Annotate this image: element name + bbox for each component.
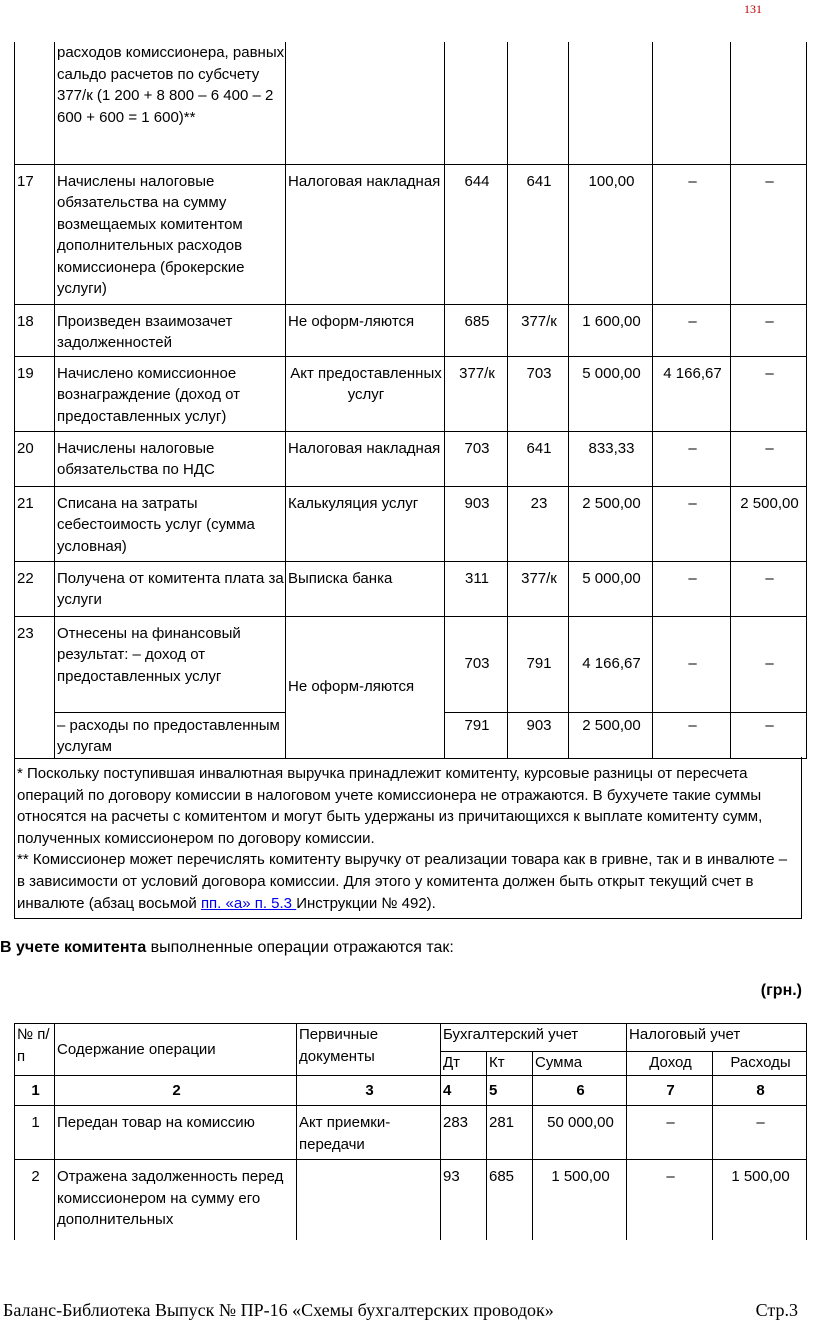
op-debit: 311	[445, 561, 508, 616]
table-row	[15, 431, 807, 486]
op-income: –	[653, 164, 731, 304]
op-content: Начислены налоговые обязательства по НДС	[55, 431, 286, 486]
op-number: 21	[15, 486, 55, 561]
op-income: –	[653, 616, 731, 712]
column-number: 3	[297, 1076, 441, 1106]
column-number: 6	[533, 1076, 627, 1106]
column-number: 8	[713, 1076, 807, 1106]
operations-table-committent	[14, 1023, 807, 1240]
op-document: Выписка банка	[286, 561, 445, 616]
op-debit: 644	[445, 164, 508, 304]
table-row	[15, 616, 807, 712]
op-content: Передан товар на комиссию	[55, 1106, 297, 1160]
footnote-1: * Поскольку поступившая инвалютная выручка принадлежит комитенту, курсовые разницы от пересчета операций по договору комиссии в налоговом учете комиссионера не отражаются. В бухучете такие суммы относятся на расчеты с комитентом и могут быть удержаны из причитающихся к выплате комитенту сумм, полученных комиссионером по договору комиссии.	[17, 765, 763, 847]
op-sum: 833,33	[569, 431, 653, 486]
table-row	[15, 304, 807, 356]
op-debit: 703	[445, 616, 508, 712]
table-row	[15, 1106, 807, 1160]
op-document: Налоговая накладная	[286, 431, 445, 486]
op-document: Не оформ-ляются	[286, 304, 445, 356]
op-document: Акт приемки-передачи	[297, 1106, 441, 1160]
op-income: –	[653, 486, 731, 561]
op-expense: 2 500,00	[731, 486, 807, 561]
op-document: Не оформ-ляются	[286, 616, 445, 758]
operations-table-commissioner	[14, 42, 807, 759]
op-sum: 2 500,00	[569, 712, 653, 758]
header-income: Доход	[627, 1052, 713, 1076]
op-number: 20	[15, 431, 55, 486]
header-content: Содержание операции	[55, 1024, 297, 1076]
column-number: 5	[487, 1076, 533, 1106]
currency-unit: (грн.)	[760, 982, 802, 999]
op-income: –	[653, 431, 731, 486]
op-content: Списана на затраты себестоимость услуг (сумма условная)	[55, 486, 286, 561]
footer-page: Стр.3	[755, 1300, 798, 1320]
op-sum: 5 000,00	[569, 561, 653, 616]
op-debit: 791	[445, 712, 508, 758]
table-row	[15, 1160, 807, 1240]
section-intro: В учете комитента выполненные операции отражаются так:	[0, 939, 454, 956]
op-content: Произведен взаимозачет задолженностей	[55, 304, 286, 356]
op-credit: 641	[508, 164, 569, 304]
op-number: 19	[15, 356, 55, 431]
column-number: 1	[15, 1076, 55, 1106]
op-number: 2	[15, 1160, 55, 1240]
op-credit: 791	[508, 616, 569, 712]
column-number: 2	[55, 1076, 297, 1106]
op-expense: –	[731, 164, 807, 304]
op-credit: 703	[508, 356, 569, 431]
op-income: –	[653, 304, 731, 356]
header-num: № п/п	[15, 1024, 55, 1076]
table-row	[15, 356, 807, 431]
footnote-2: ** Комиссионер может перечислять комитенту выручку от реализации товара как в гривне, так и в инвалюте – в зависимости от условий договора комиссии. Для этого у комитента должен быть открыт текущий счет в инвалюте (абзац восьмой пп. «а» п. 5.3 Инструкции № 492).	[17, 851, 788, 912]
header-doc: Первичные документы	[297, 1024, 441, 1076]
op-sum: 5 000,00	[569, 356, 653, 431]
op-number: 1	[15, 1106, 55, 1160]
header-kt: Кт	[487, 1052, 533, 1076]
header-dt: Дт	[441, 1052, 487, 1076]
op-credit: 377/к	[508, 304, 569, 356]
op-expense: 1 500,00	[713, 1160, 807, 1240]
op-number	[15, 42, 55, 164]
op-content: – расходы по предоставленным услугам	[55, 712, 286, 758]
op-expense: –	[731, 712, 807, 758]
op-content: Получена от комитента плата за услуги	[55, 561, 286, 616]
page-number-top: 131	[744, 2, 762, 16]
op-number: 22	[15, 561, 55, 616]
op-sum: 1 600,00	[569, 304, 653, 356]
column-number: 4	[441, 1076, 487, 1106]
table-row	[15, 42, 807, 164]
op-content: Начислено комиссионное вознаграждение (доход от предоставленных услуг)	[55, 356, 286, 431]
op-credit: 641	[508, 431, 569, 486]
header-tax: Налоговый учет	[627, 1024, 807, 1052]
op-sum: 50 000,00	[533, 1106, 627, 1160]
footer-title: Баланс-Библиотека Выпуск № ПР-16 «Схемы бухгалтерских проводок»	[3, 1300, 554, 1320]
op-document: Акт предоставленных услуг	[286, 356, 445, 431]
op-expense	[731, 42, 807, 164]
op-income	[653, 42, 731, 164]
op-expense: –	[731, 561, 807, 616]
op-credit	[508, 42, 569, 164]
op-sum: 100,00	[569, 164, 653, 304]
op-debit: 283	[441, 1106, 487, 1160]
op-number: 18	[15, 304, 55, 356]
op-content: Отражена задолженность перед комиссионером на сумму его дополнительных	[55, 1160, 297, 1240]
op-income: –	[627, 1106, 713, 1160]
op-sum	[569, 42, 653, 164]
op-document	[286, 42, 445, 164]
op-debit: 93	[441, 1160, 487, 1240]
op-sum: 2 500,00	[569, 486, 653, 561]
op-content: Отнесены на финансовый результат: – доход от предоставленных услуг	[55, 616, 286, 712]
op-income: 4 166,67	[653, 356, 731, 431]
column-number: 7	[627, 1076, 713, 1106]
op-debit: 685	[445, 304, 508, 356]
op-expense: –	[731, 431, 807, 486]
header-accounting: Бухгалтерский учет	[441, 1024, 627, 1052]
op-document: Калькуляция услуг	[286, 486, 445, 561]
op-income: –	[653, 561, 731, 616]
op-number: 23	[15, 616, 55, 758]
op-income: –	[627, 1160, 713, 1240]
op-expense: –	[731, 304, 807, 356]
op-expense: –	[713, 1106, 807, 1160]
op-debit: 377/к	[445, 356, 508, 431]
table-row	[15, 164, 807, 304]
op-content: Начислены налоговые обязательства на сумму возмещаемых комитентом дополнительных расходов комиссионера (брокерские услуги)	[55, 164, 286, 304]
op-credit: 377/к	[508, 561, 569, 616]
op-expense: –	[731, 356, 807, 431]
op-credit: 685	[487, 1160, 533, 1240]
op-debit: 703	[445, 431, 508, 486]
header-expense: Расходы	[713, 1052, 807, 1076]
table-row	[15, 561, 807, 616]
op-sum: 4 166,67	[569, 616, 653, 712]
table-row	[15, 486, 807, 561]
op-expense: –	[731, 616, 807, 712]
instruction-link[interactable]: пп. «а» п. 5.3	[200, 894, 297, 912]
op-debit: 903	[445, 486, 508, 561]
op-credit: 903	[508, 712, 569, 758]
op-document	[297, 1160, 441, 1240]
op-document: Налоговая накладная	[286, 164, 445, 304]
footnote-box	[14, 757, 802, 919]
op-content: расходов комиссионера, равных сальдо расчетов по субсчету 377/к (1 200 + 8 800 – 6 400 – 2 600 + 600 = 1 600)**	[55, 42, 286, 164]
op-number: 17	[15, 164, 55, 304]
op-credit: 281	[487, 1106, 533, 1160]
op-debit	[445, 42, 508, 164]
op-income: –	[653, 712, 731, 758]
header-sum: Сумма	[533, 1052, 627, 1076]
op-credit: 23	[508, 486, 569, 561]
op-sum: 1 500,00	[533, 1160, 627, 1240]
